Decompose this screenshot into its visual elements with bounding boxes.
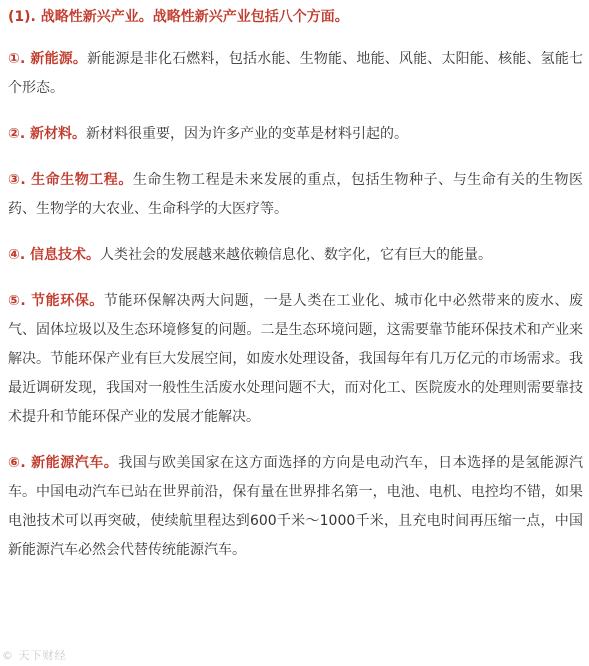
item-text: 生命生物工程是未来发展的重点，包括生物种子、与生命有关的生物医药、生物学的大农业、生命科学的大医疗等。 [8,172,584,217]
item-bioengineering [8,166,583,224]
item-keyword: ③. 生命生物工程。 [8,172,133,188]
item-keyword: ④. 信息技术。 [8,247,101,263]
item-new-materials [8,120,583,149]
item-new-energy [8,45,583,103]
item-keyword: ①. 新能源。 [8,51,88,67]
item-text: 节能环保解决两大问题，一是人类在工业化、城市化中必然带来的废水、废气、固体垃圾以及生态环境修复的问题。二是生态环境问题，这需要靠节能环保技术和产业来解决。节能环保产业有巨大发展空间，如废水处理设备，我国每年有几万亿元的市场需求。我最近调研发现，我国对一般性生活废水处理问题不大，而对化工、医院废水的处理则需要靠技术提升和节能环保产业的发展才能解决。 [8,293,584,425]
item-text: 人类社会的发展越来越依赖信息化、数字化，它有巨大的能量。 [100,247,493,263]
section-heading: (1). 战略性新兴产业。战略性新兴产业包括八个方面。 [8,9,349,25]
item-text: 我国与欧美国家在这方面选择的方向是电动汽车，日本选择的是氢能源汽车。中国电动汽车已站在世界前沿，保有量在世界排名第一，电池、电机、电控均不错，如果电池技术可以再突破，使续航里程达到600千米～1000千米，且充电时间再压缩一点，中国新能源汽车必然会代替传统能源汽车。 [8,455,583,558]
item-keyword: ②. 新材料。 [8,126,87,142]
item-information-technology [8,241,583,270]
item-energy-saving [8,287,583,432]
item-keyword: ⑥. 新能源汽车。 [8,455,119,471]
item-new-energy-vehicles [8,449,583,565]
item-keyword: ⑤. 节能环保。 [8,293,104,309]
item-text: 新能源是非化石燃料，包括水能、生物能、地能、风能、太阳能、核能、氢能七个形态。 [8,51,584,96]
watermark: © 天下财经 [2,649,67,662]
article [8,6,583,582]
item-text: 新材料很重要，因为许多产业的变革是材料引起的。 [86,126,409,142]
